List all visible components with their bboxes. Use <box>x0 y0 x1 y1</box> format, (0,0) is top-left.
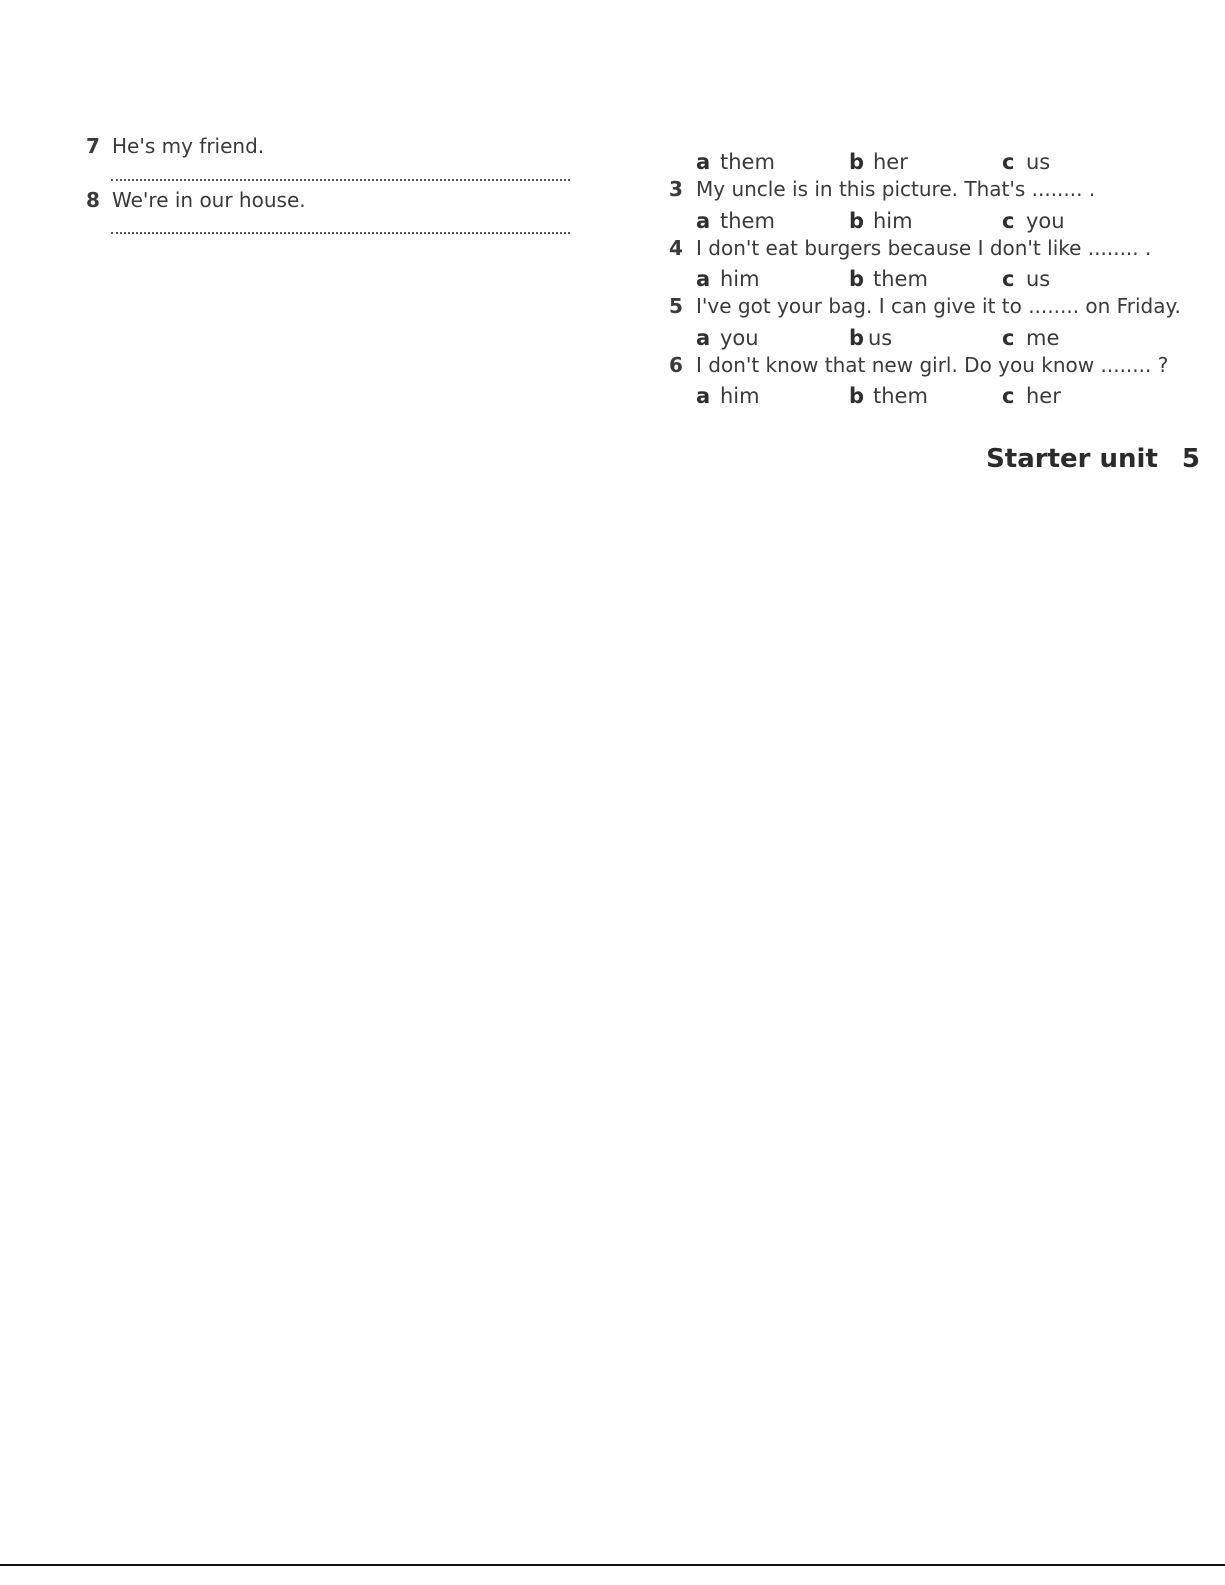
question-2-options <box>696 148 1176 176</box>
page-footer <box>986 444 1200 474</box>
option-a[interactable]: a you <box>696 326 759 350</box>
item-number: 7 <box>86 134 100 158</box>
question-number: 3 <box>669 177 683 201</box>
option-b[interactable]: b her <box>849 150 908 174</box>
question-5 <box>669 292 1181 320</box>
question-4 <box>669 234 1151 262</box>
unit-label: Starter unit <box>986 444 1158 474</box>
question-3-options <box>696 207 1176 235</box>
question-6 <box>669 351 1168 379</box>
answer-line-8[interactable] <box>111 232 570 234</box>
question-5-options <box>696 324 1176 352</box>
question-number: 5 <box>669 294 683 318</box>
option-a[interactable]: a them <box>696 209 775 233</box>
question-text: I don't know that new girl. Do you know ........ ? <box>696 353 1169 377</box>
option-b[interactable]: b him <box>849 209 913 233</box>
option-a[interactable]: a him <box>696 267 760 291</box>
question-text: I've got your bag. I can give it to ........ on Friday. <box>696 294 1181 318</box>
question-number: 6 <box>669 353 683 377</box>
page-number: 5 <box>1181 444 1200 474</box>
bottom-divider <box>0 1564 1225 1566</box>
question-number: 4 <box>669 236 683 260</box>
question-3 <box>669 175 1095 203</box>
question-text: I don't eat burgers because I don't like ........ . <box>696 236 1152 260</box>
exercise-item-8 <box>86 186 306 214</box>
question-4-options <box>696 265 1176 293</box>
question-6-options <box>696 382 1176 410</box>
option-c[interactable]: c us <box>1002 267 1051 291</box>
question-text: My uncle is in this picture. That's ........ . <box>696 177 1096 201</box>
item-number: 8 <box>86 188 100 212</box>
option-b[interactable]: b us <box>849 326 893 350</box>
item-text: He's my friend. <box>112 134 265 158</box>
option-c[interactable]: c me <box>1002 326 1060 350</box>
item-text: We're in our house. <box>112 188 306 212</box>
option-a[interactable]: a him <box>696 384 760 408</box>
option-c[interactable]: c us <box>1002 150 1051 174</box>
option-b[interactable]: b them <box>849 267 928 291</box>
option-c[interactable]: c her <box>1002 384 1061 408</box>
answer-line-7[interactable] <box>111 179 570 181</box>
option-b[interactable]: b them <box>849 384 928 408</box>
option-a[interactable]: a them <box>696 150 775 174</box>
option-c[interactable]: c you <box>1002 209 1065 233</box>
exercise-item-7 <box>86 128 586 158</box>
